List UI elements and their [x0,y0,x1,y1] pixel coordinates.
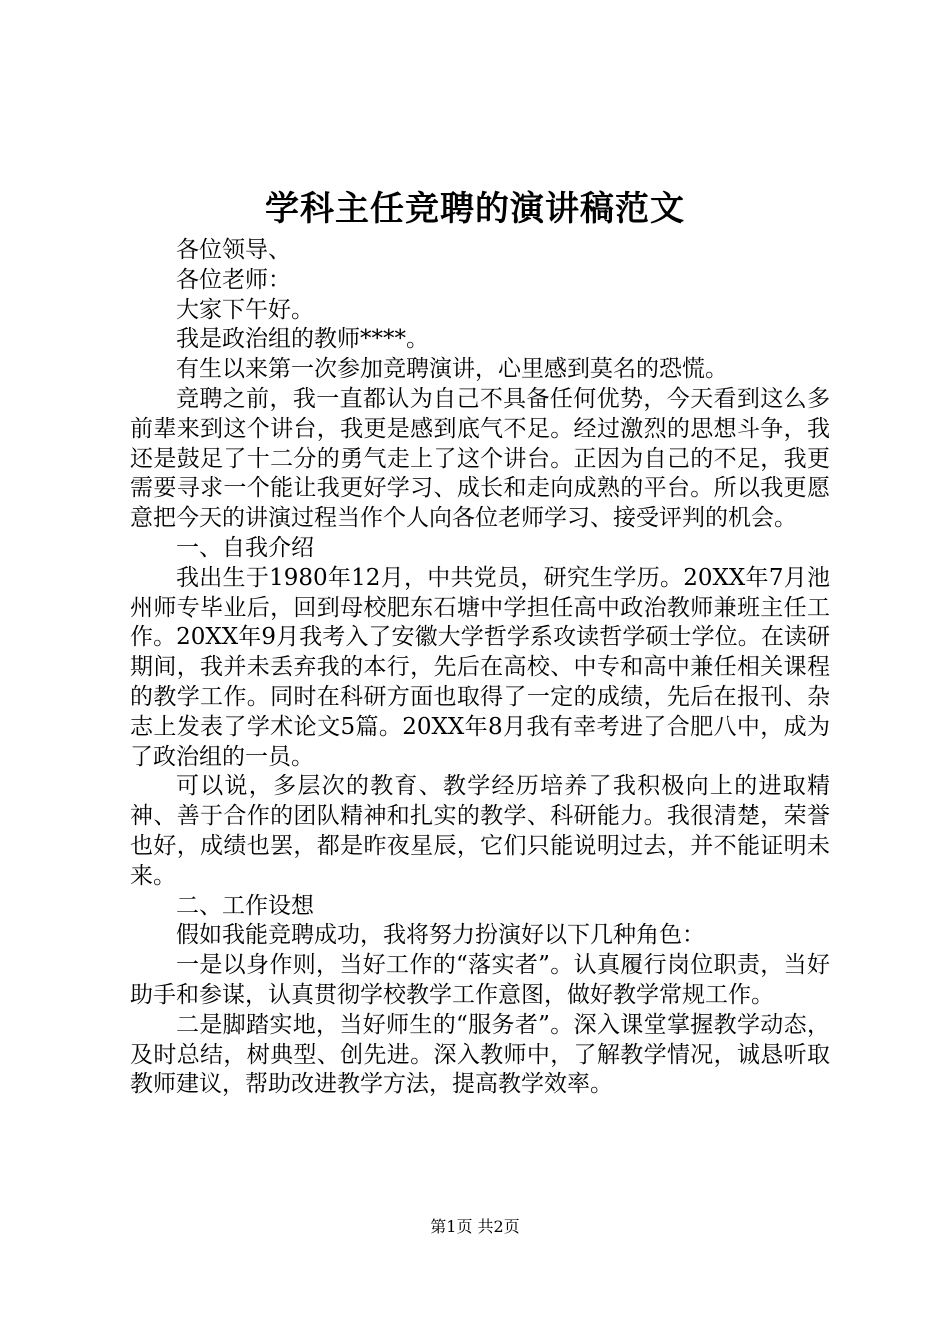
reflection-paragraph: 可以说，多层次的教育、教学经历培养了我积极向上的进取精神、善于合作的团队精神和扎实的教学、科研能力。我很清楚，荣誉也好，成绩也罢，都是昨夜星辰，它们只能说明过去，并不能证明未来。 [130,773,830,889]
greeting: 大家下午好。 [176,296,314,323]
document-body [130,236,830,1100]
salutation-teachers: 各位老师： [176,266,291,293]
salutation-leaders: 各位领导、 [176,237,291,263]
background-paragraph: 我出生于1980年12月，中共党员，研究生学历。20XX年7月池州师专毕业后，回到母校肥东石塘中学担任高中政治教师兼班主任工作。20XX年9月我考入了安徽大学哲学系攻读哲学硕士学位。在读研期间，我并未丢弃我的本行，先后在高校、中专和高中兼任相关课程的教学工作。同时在科研方面也取得了一定的成绩，先后在报刊、杂志上发表了学术论文5篇。20XX年8月我有幸考进了合肥八中，成为了政治组的一员。 [130,564,830,770]
roles-intro-paragraph: 假如我能竞聘成功，我将努力扮演好以下几种角色： [176,922,705,949]
role-two-paragraph: 二是脚踏实地，当好师生的“服务者”。深入课堂掌握教学动态，及时总结，树典型、创先进。深入教师中，了解教学情况，诚恳听取教师建议，帮助改进教学方法，提高教学效率。 [130,1011,830,1098]
page-footer: 第1页 共2页 [430,1217,520,1236]
role-one-paragraph: 一是以身作则，当好工作的“落实者”。认真履行岗位职责，当好助手和参谋，认真贯彻学校教学工作意图，做好教学常规工作。 [130,952,830,1008]
section-heading-self-intro: 一、自我介绍 [176,534,314,561]
document-title: 学科主任竞聘的演讲稿范文 [265,189,685,229]
self-identification: 我是政治组的教师****。 [176,326,429,353]
opening-paragraph: 有生以来第一次参加竞聘演讲，心里感到莫名的恐慌。 [176,356,728,383]
section-heading-work-plan: 二、工作设想 [176,892,314,919]
intro-paragraph: 竞聘之前，我一直都认为自己不具备任何优势，今天看到这么多前辈来到这个讲台，我更是感到底气不足。经过激烈的思想斗争，我还是鼓足了十二分的勇气走上了这个讲台。正因为自己的不足，我更需要寻求一个能让我更好学习、成长和走向成熟的平台。所以我更愿意把今天的讲演过程当作个人向各位老师学习、接受评判的机会。 [130,385,830,532]
